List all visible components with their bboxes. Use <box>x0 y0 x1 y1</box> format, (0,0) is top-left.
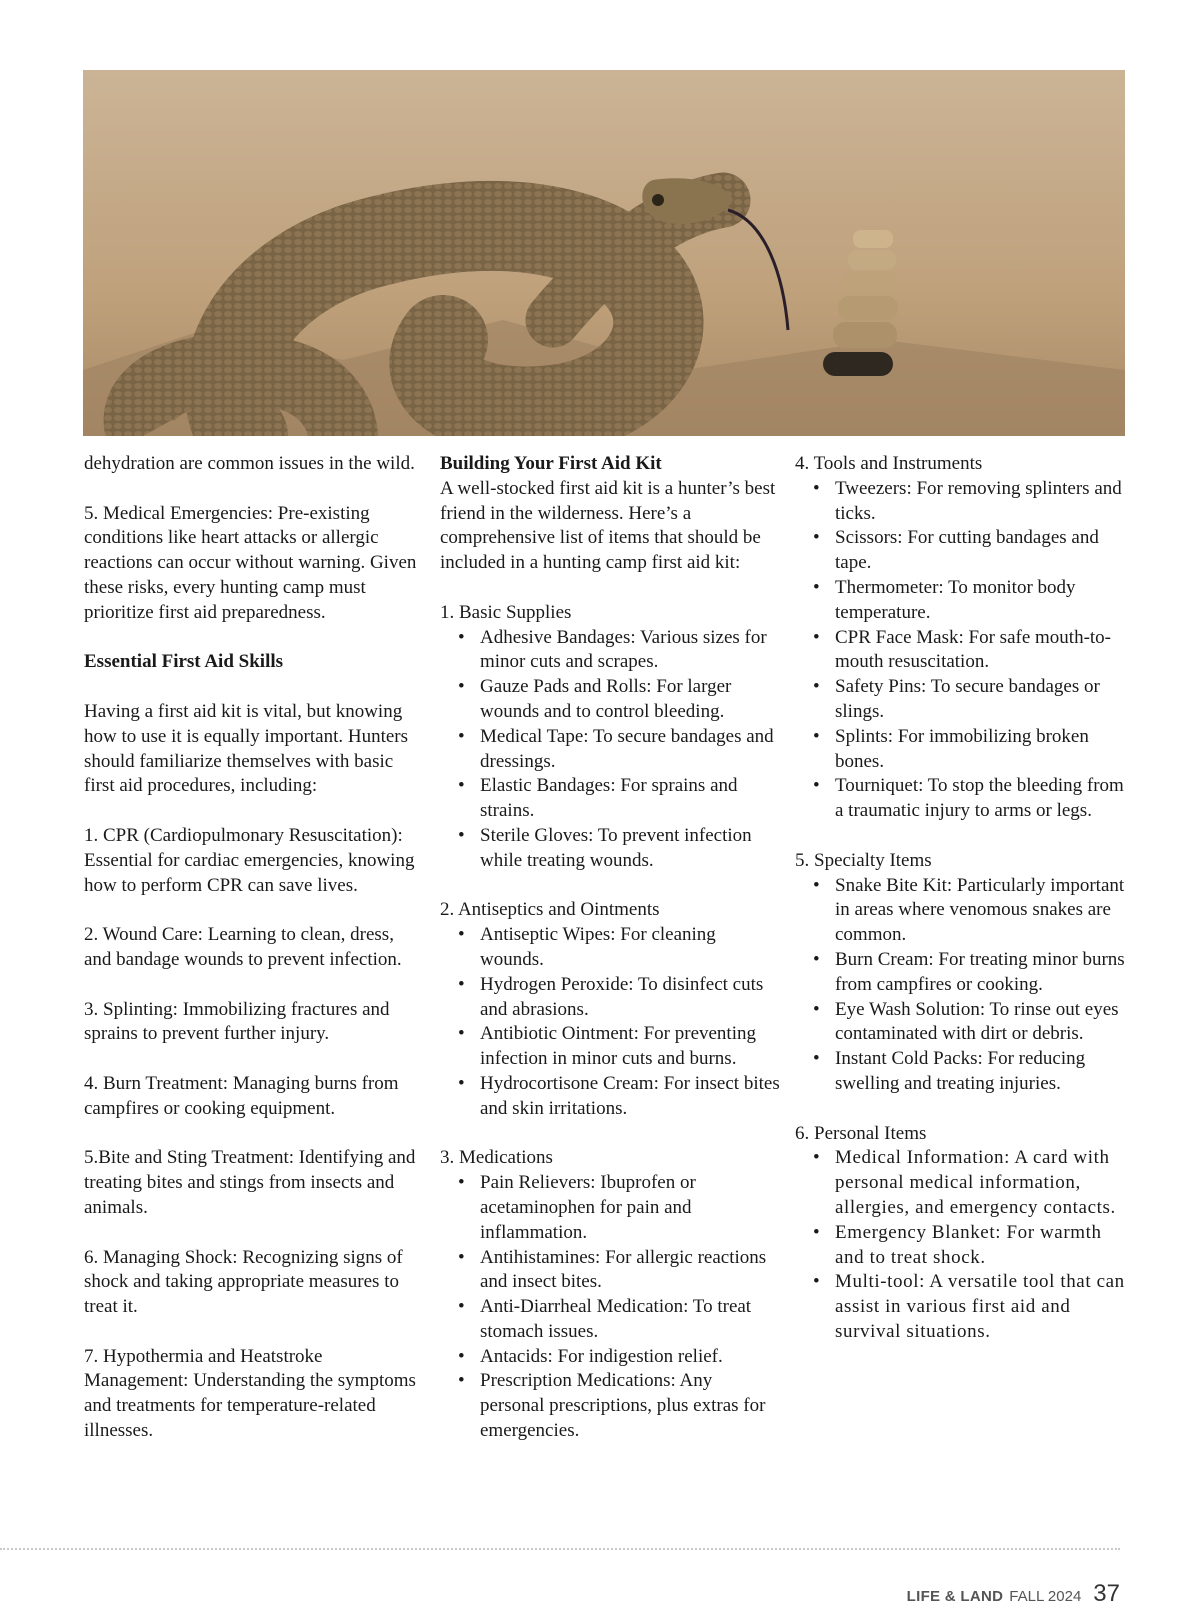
list-item: • Antibiotic Ointment: For preventing infection in minor cuts and burns. <box>440 1022 780 1072</box>
list-item: • Safety Pins: To secure bandages or slings. <box>795 675 1135 725</box>
page-number: 37 <box>1093 1580 1120 1607</box>
paragraph: A well-stocked first aid kit is a hunter’s best friend in the wilderness. Here’s a comprehensive list of items that should be included in a hunting camp first aid kit: <box>440 477 776 574</box>
paragraph: 4. Burn Treatment: Managing burns from campfires or cooking equipment. <box>84 1072 399 1119</box>
paragraph: 5.Bite and Sting Treatment: Identifying and treating bites and stings from insects and animals. <box>84 1147 416 1218</box>
section-heading: Building Your First Aid Kit <box>440 453 662 474</box>
paragraph: 7. Hypothermia and Heatstroke Management: Understanding the symptoms and treatments for temperature-related illnesses. <box>84 1345 416 1442</box>
paragraph: dehydration are common issues in the wild. <box>84 453 415 474</box>
rattlesnake-photo <box>83 70 1125 436</box>
list-title: 3. Medications <box>440 1147 553 1169</box>
list-title: 4. Tools and Instruments <box>795 453 983 474</box>
list-title: 6. Personal Items <box>795 1122 927 1144</box>
list-item: • Eye Wash Solution: To rinse out eyes contaminated with dirt or debris. <box>795 998 1135 1048</box>
list-item: • Thermometer: To monitor body temperature. <box>795 576 1135 626</box>
list-item: • CPR Face Mask: For safe mouth-to-mouth resuscitation. <box>795 626 1135 676</box>
page-footer <box>907 1580 1120 1608</box>
list-item: • Antiseptic Wipes: For cleaning wounds. <box>440 923 780 973</box>
section-heading: Essential First Aid Skills <box>84 651 284 673</box>
paragraph: 3. Splinting: Immobilizing fractures and sprains to prevent further injury. <box>84 998 390 1045</box>
list-item: • Antacids: For indigestion relief. <box>440 1345 780 1370</box>
list-item: • Emergency Blanket: For warmth and to treat shock. <box>795 1221 1135 1271</box>
issue-label: FALL 2024 <box>1009 1588 1082 1605</box>
specialty-list <box>795 874 1135 1097</box>
list-item: • Antihistamines: For allergic reactions and insect bites. <box>440 1246 780 1296</box>
list-item: • Splints: For immobilizing broken bones. <box>795 725 1135 775</box>
list-item: • Burn Cream: For treating minor burns from campfires or cooking. <box>795 948 1135 998</box>
list-item: • Medical Tape: To secure bandages and dressings. <box>440 725 780 775</box>
list-item: • Gauze Pads and Rolls: For larger wounds and to control bleeding. <box>440 675 780 725</box>
list-item: • Prescription Medications: Any personal prescriptions, plus extras for emergencies. <box>440 1369 780 1443</box>
paragraph: 2. Wound Care: Learning to clean, dress, and bandage wounds to prevent infection. <box>84 924 402 970</box>
list-title: 2. Antiseptics and Ointments <box>440 899 660 921</box>
snake-illustration <box>83 70 1125 436</box>
list-item: • Tweezers: For removing splinters and ticks. <box>795 477 1135 527</box>
list-item: • Snake Bite Kit: Particularly important in areas where venomous snakes are common. <box>795 874 1135 948</box>
list-item: • Elastic Bandages: For sprains and strains. <box>440 774 780 824</box>
tools-list <box>795 477 1135 824</box>
paragraph: 6. Managing Shock: Recognizing signs of shock and taking appropriate measures to treat it. <box>84 1246 403 1318</box>
column-1 <box>84 452 424 1469</box>
paragraph: 5. Medical Emergencies: Pre-existing conditions like heart attacks or allergic reactions can occur without warning. Given these risks, every hunting camp must prioritize first aid preparedness. <box>84 502 417 623</box>
list-item: • Instant Cold Packs: For reducing swelling and treating injuries. <box>795 1047 1135 1097</box>
list-item: • Sterile Gloves: To prevent infection while treating wounds. <box>440 824 780 874</box>
list-item: • Medical Information: A card with personal medical information, allergies, and emergency contacts. <box>795 1146 1135 1220</box>
antiseptics-list <box>440 923 780 1121</box>
list-item: • Anti-Diarrheal Medication: To treat stomach issues. <box>440 1295 780 1345</box>
list-title: 5. Specialty Items <box>795 849 932 871</box>
list-item: • Adhesive Bandages: Various sizes for minor cuts and scrapes. <box>440 626 780 676</box>
list-item: • Hydrogen Peroxide: To disinfect cuts and abrasions. <box>440 973 780 1023</box>
basic-supplies-list <box>440 626 780 874</box>
list-title: 1. Basic Supplies <box>440 601 572 623</box>
column-3 <box>795 452 1135 1369</box>
list-item: • Multi-tool: A versatile tool that can assist in various first aid and survival situations. <box>795 1270 1135 1344</box>
column-2 <box>440 452 780 1469</box>
medications-list <box>440 1171 780 1444</box>
list-item: • Pain Relievers: Ibuprofen or acetaminophen for pain and inflammation. <box>440 1171 780 1245</box>
magazine-name: LIFE & LAND <box>906 1588 1004 1605</box>
paragraph: Having a first aid kit is vital, but knowing how to use it is equally important. Hunters should familiarize themselves with basic first aid procedures, including: <box>84 700 409 797</box>
footer-divider <box>0 1548 1120 1550</box>
list-item: • Scissors: For cutting bandages and tape. <box>795 526 1135 576</box>
personal-items-list <box>795 1146 1135 1344</box>
paragraph: 1. CPR (Cardiopulmonary Resuscitation): Essential for cardiac emergencies, knowing how to perform CPR can save lives. <box>84 824 415 896</box>
list-item: • Tourniquet: To stop the bleeding from a traumatic injury to arms or legs. <box>795 774 1135 824</box>
list-item: • Hydrocortisone Cream: For insect bites and skin irritations. <box>440 1072 780 1122</box>
